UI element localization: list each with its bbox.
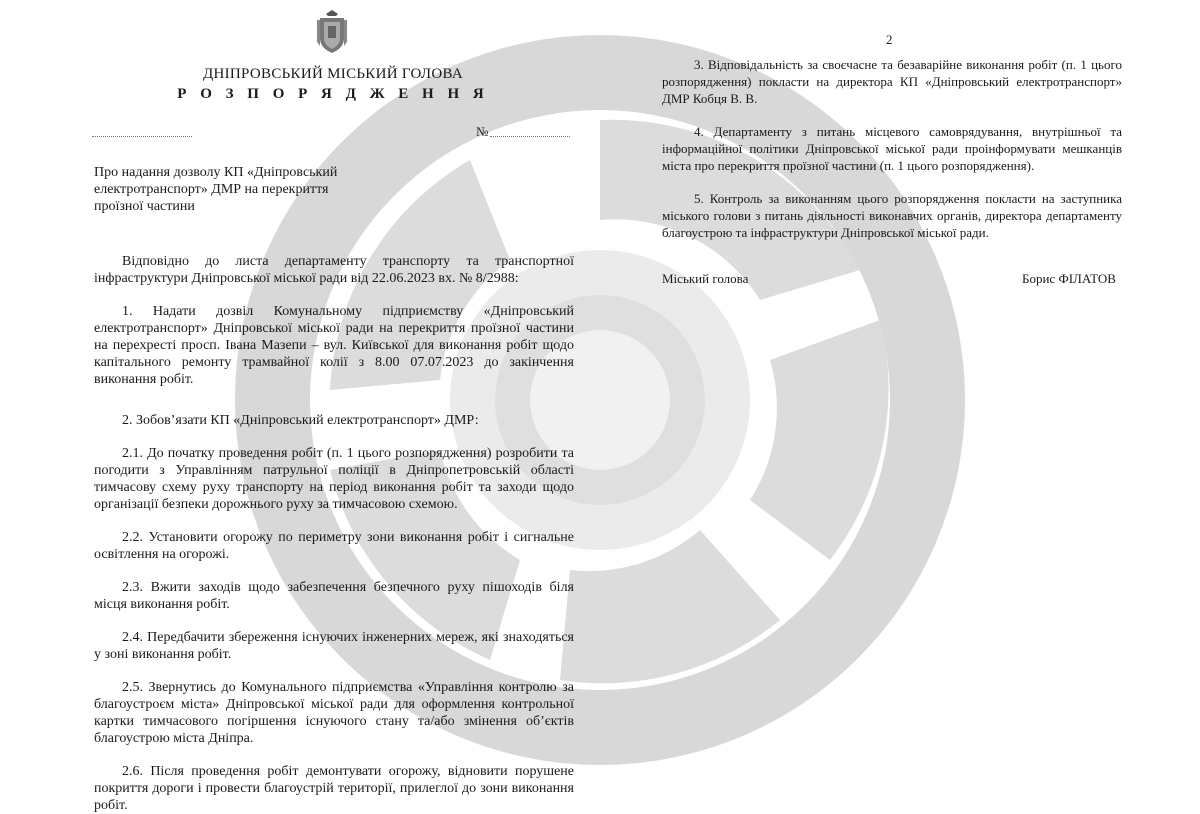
- paragraph-2: 2. Зобов’язати КП «Дніпровський електротранспорт» ДМР:: [122, 413, 479, 428]
- number-label: №: [476, 124, 489, 139]
- order-subject: Про надання дозволу КП «Дніпровський електротранспорт» ДМР на перекриття проїзної частини: [94, 165, 338, 214]
- paragraph-2-2: 2.2. Установити огорожу по периметру зони виконання робіт і сигнальне освітлення на огорожі.: [94, 530, 574, 562]
- coat-of-arms-icon: [314, 8, 350, 56]
- paragraph-1: 1. Надати дозвіл Комунальному підприємству «Дніпровський електротранспорт» Дніпровської міської ради на перекриття проїзної частини на перехресті просп. Івана Мазепи – вул. Київської для виконання робіт щодо капітального ремонту трамвайної колії з 8.00 07.07.2023 до закінчення виконання робіт.: [94, 304, 574, 387]
- page-one: [0, 0, 600, 813]
- paragraph-3: 3. Відповідальність за своєчасне та безаварійне виконання робіт (п. 1 цього розпорядження) покласти на директора КП «Дніпровський електротранспорт» ДМР Кобця В. В.: [662, 57, 1122, 106]
- document-title: ДНІПРОВСЬКИЙ МІСЬКИЙ ГОЛОВА: [202, 66, 464, 82]
- signature-name: Борис ФІЛАТОВ: [1022, 271, 1116, 286]
- paragraph-2-6: 2.6. Після проведення робіт демонтувати огорожу, відновити порушене покриття дороги і провести благоустрій території, прилеглої до зони виконання робіт.: [94, 764, 574, 813]
- paragraph-5: 5. Контроль за виконанням цього розпорядження покласти на заступника міського голови з питань діяльності виконавчих органів, директора департаменту благоустрою та інфраструктури Дніпровської міської ради.: [662, 191, 1122, 240]
- document-type: Р О З П О Р Я Д Ж Е Н Н Я: [177, 86, 489, 102]
- paragraph-2-3: 2.3. Вжити заходів щодо забезпечення безпечного руху пішоходів біля місця виконання робіт.: [94, 580, 574, 612]
- page-number: 2: [886, 32, 893, 47]
- page-two: [600, 0, 1200, 800]
- paragraph-2-5: 2.5. Звернутись до Комунального підприємства «Управління контролю за благоустроєм міста» Дніпровської міської ради для оформлення контрольної картки тимчасового погіршення існуючого стану та/або змінення об’єктів благоустрою міста Дніпра.: [94, 680, 574, 746]
- paragraph-2-4: 2.4. Передбачити збереження існуючих інженерних мереж, які знаходяться у зоні виконання робіт.: [94, 630, 574, 662]
- paragraph-intro: Відповідно до листа департаменту транспорту та транспортної інфраструктури Дніпровської міської ради від 22.06.2023 вх. № 8/2988:: [94, 254, 574, 286]
- date-line: [92, 136, 192, 137]
- body-paragraphs: [94, 253, 574, 814]
- number-line: [490, 136, 570, 137]
- paragraph-2-1: 2.1. До початку проведення робіт (п. 1 цього розпорядження) розробити та погодити з Управлінням патрульної поліції в Дніпропетровській області тимчасову схему руху транспорту на період виконання робіт та заходи щодо організації безпеки дорожнього руху за тимчасовою схемою.: [94, 446, 574, 512]
- signature-role: Міський голова: [662, 271, 749, 286]
- paragraph-4: 4. Департаменту з питань місцевого самоврядування, внутрішньої та інформаційної політики Дніпровської міської ради проінформувати мешканців міста про перекриття проїзної частини (п. 1 цього розпорядження).: [662, 124, 1122, 173]
